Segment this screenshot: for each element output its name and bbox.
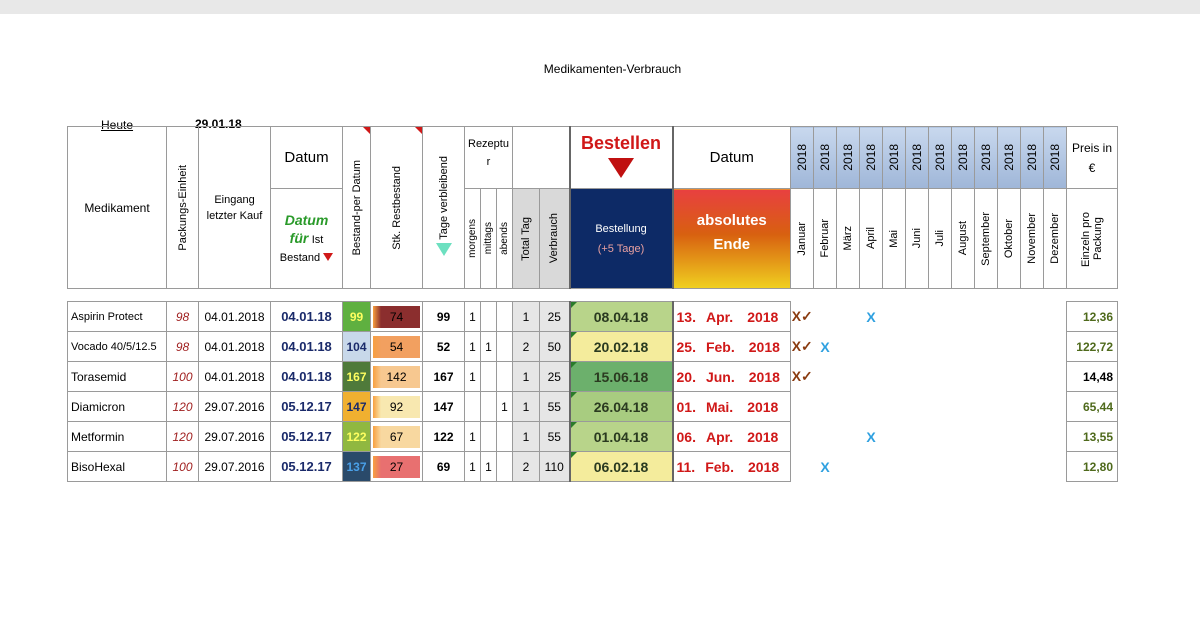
restbestand-bar bbox=[373, 366, 420, 388]
medikament-cell[interactable]: Aspirin Protect bbox=[68, 302, 167, 332]
check-mark: X bbox=[820, 338, 830, 355]
morgens-cell[interactable] bbox=[465, 392, 481, 422]
ende-part: 2018 bbox=[747, 458, 780, 475]
page-title: Medikamenten-Verbrauch bbox=[543, 62, 682, 76]
header-verbrauch: Verbrauch bbox=[540, 189, 570, 289]
bestand-per-datum-cell[interactable]: 137 bbox=[343, 452, 371, 482]
month-mark-cell[interactable] bbox=[860, 452, 883, 482]
preis-cell[interactable]: 12,80 bbox=[1067, 452, 1118, 482]
verbrauch-cell[interactable]: 55 bbox=[540, 392, 570, 422]
bestellung-cell[interactable]: 01.04.18 bbox=[570, 422, 673, 452]
preis-cell[interactable]: 122,72 bbox=[1067, 332, 1118, 362]
year-juli: 2018 bbox=[929, 127, 952, 189]
packungs-einheit-cell[interactable]: 98 bbox=[167, 332, 199, 362]
header-datum-fuer: Datum für Ist Bestand bbox=[271, 189, 343, 289]
month-mark-cell[interactable] bbox=[952, 452, 975, 482]
verbrauch-cell[interactable]: 25 bbox=[540, 302, 570, 332]
month-mark-cell[interactable] bbox=[791, 422, 814, 452]
month-mark-cell[interactable] bbox=[860, 392, 883, 422]
ende-part: 2018 bbox=[748, 338, 780, 355]
packungs-einheit-cell[interactable]: 100 bbox=[167, 362, 199, 392]
bestand-per-datum-cell[interactable]: 147 bbox=[343, 392, 371, 422]
ende-part: 06. bbox=[676, 428, 696, 445]
month-mark-cell[interactable] bbox=[1021, 362, 1044, 392]
datum-cell[interactable]: 04.01.18 bbox=[271, 302, 343, 332]
header-rezeptur: Rezeptu r bbox=[465, 127, 513, 189]
month-mark-cell[interactable] bbox=[837, 452, 860, 482]
morgens-cell[interactable]: 1 bbox=[465, 422, 481, 452]
triangle-down-icon bbox=[436, 243, 452, 256]
header-blank bbox=[513, 127, 570, 189]
month-mark-cell[interactable] bbox=[860, 362, 883, 392]
header-bestellen bbox=[570, 127, 673, 189]
ende-part: 20. bbox=[676, 368, 696, 385]
month-februar: Februar bbox=[814, 189, 837, 289]
table-row bbox=[68, 302, 1118, 332]
month-mark-cell[interactable] bbox=[837, 362, 860, 392]
restbestand-cell[interactable] bbox=[371, 452, 423, 482]
month-mark-cell[interactable] bbox=[1044, 392, 1067, 422]
ende-part: 2018 bbox=[747, 428, 779, 445]
month-mark-cell[interactable] bbox=[975, 302, 998, 332]
triangle-down-icon bbox=[323, 253, 333, 261]
eingang-cell[interactable]: 04.01.2018 bbox=[199, 302, 271, 332]
check-mark: X✓ bbox=[791, 368, 813, 384]
morgens-cell[interactable]: 1 bbox=[465, 452, 481, 482]
year-januar: 2018 bbox=[791, 127, 814, 189]
absolutes-ende-cell[interactable] bbox=[673, 332, 791, 362]
medikament-cell[interactable]: Metformin bbox=[68, 422, 167, 452]
month-mark-cell[interactable] bbox=[1044, 302, 1067, 332]
eingang-cell[interactable]: 29.07.2016 bbox=[199, 422, 271, 452]
year-oktober: 2018 bbox=[998, 127, 1021, 189]
month-mark-cell[interactable] bbox=[883, 332, 906, 362]
tage-verbleibend-cell[interactable]: 147 bbox=[423, 392, 465, 422]
total-tag-cell[interactable]: 2 bbox=[513, 452, 540, 482]
restbestand-cell[interactable] bbox=[371, 422, 423, 452]
month-mark-cell[interactable] bbox=[906, 452, 929, 482]
ende-part: Apr. bbox=[705, 308, 734, 325]
mittags-cell[interactable] bbox=[481, 302, 497, 332]
packungs-einheit-cell[interactable]: 98 bbox=[167, 302, 199, 332]
month-september: September bbox=[975, 189, 998, 289]
eingang-cell[interactable]: 29.07.2016 bbox=[199, 452, 271, 482]
month-juni: Juni bbox=[906, 189, 929, 289]
total-tag-cell[interactable]: 2 bbox=[513, 332, 540, 362]
bestellung-cell[interactable]: 26.04.18 bbox=[570, 392, 673, 422]
restbestand-bar bbox=[373, 336, 420, 358]
ende-part: Mai. bbox=[705, 398, 734, 415]
abends-cell[interactable] bbox=[497, 452, 513, 482]
ende-part: 2018 bbox=[748, 368, 780, 385]
month-juli: Juli bbox=[929, 189, 952, 289]
eingang-cell[interactable]: 04.01.2018 bbox=[199, 362, 271, 392]
abends-cell[interactable] bbox=[497, 302, 513, 332]
restbestand-cell[interactable] bbox=[371, 392, 423, 422]
ende-part: Feb. bbox=[705, 338, 735, 355]
header-packungs-einheit: Packungs-Einheit bbox=[167, 127, 199, 289]
ende-part: 11. bbox=[676, 458, 696, 475]
tage-verbleibend-cell[interactable]: 99 bbox=[423, 302, 465, 332]
month-mark-cell[interactable] bbox=[998, 422, 1021, 452]
month-mark-cell[interactable] bbox=[814, 422, 837, 452]
month-oktober: Oktober bbox=[998, 189, 1021, 289]
heute-value[interactable]: 29.01.18 bbox=[195, 117, 242, 131]
month-mark-cell[interactable] bbox=[1021, 332, 1044, 362]
bestand-per-datum-cell[interactable]: 167 bbox=[343, 362, 371, 392]
month-mark-cell[interactable] bbox=[791, 332, 814, 362]
year-april: 2018 bbox=[860, 127, 883, 189]
month-mark-cell[interactable] bbox=[883, 362, 906, 392]
packungs-einheit-cell[interactable]: 100 bbox=[167, 452, 199, 482]
month-mark-cell[interactable] bbox=[883, 422, 906, 452]
restbestand-cell[interactable] bbox=[371, 362, 423, 392]
month-mark-cell[interactable] bbox=[1021, 302, 1044, 332]
tage-verbleibend-cell[interactable]: 167 bbox=[423, 362, 465, 392]
month-mark-cell[interactable] bbox=[1021, 392, 1044, 422]
table-row bbox=[68, 362, 1118, 392]
header-gap-row bbox=[68, 289, 1118, 302]
triangle-down-icon bbox=[608, 158, 634, 178]
tage-verbleibend-cell[interactable]: 69 bbox=[423, 452, 465, 482]
month-mark-cell[interactable] bbox=[1044, 332, 1067, 362]
month-mark-cell[interactable] bbox=[952, 392, 975, 422]
header-bestand-per-datum: Bestand-per Datum bbox=[343, 127, 371, 289]
header-einzeln: Einzeln pro Packung bbox=[1067, 189, 1118, 289]
header-absolutes-ende: absolutes Ende bbox=[673, 189, 791, 289]
month-mark-cell[interactable] bbox=[929, 302, 952, 332]
check-mark: X✓ bbox=[791, 338, 813, 354]
total-tag-cell[interactable]: 1 bbox=[513, 422, 540, 452]
absolutes-ende-cell[interactable] bbox=[673, 302, 791, 332]
total-tag-cell[interactable]: 1 bbox=[513, 392, 540, 422]
month-mark-cell[interactable] bbox=[1021, 452, 1044, 482]
eingang-cell[interactable]: 29.07.2016 bbox=[199, 392, 271, 422]
year-dezember: 2018 bbox=[1044, 127, 1067, 189]
year-mai: 2018 bbox=[883, 127, 906, 189]
month-mark-cell[interactable] bbox=[998, 302, 1021, 332]
month-mark-cell[interactable] bbox=[791, 452, 814, 482]
medikament-cell[interactable]: Torasemid bbox=[68, 362, 167, 392]
month-mark-cell[interactable] bbox=[1021, 422, 1044, 452]
month-mark-cell[interactable] bbox=[814, 452, 837, 482]
restbestand-cell[interactable] bbox=[371, 332, 423, 362]
header-stk-restbestand: Stk. Restbestand bbox=[371, 127, 423, 289]
month-mark-cell[interactable] bbox=[952, 332, 975, 362]
month-mark-cell[interactable] bbox=[929, 392, 952, 422]
abends-cell[interactable] bbox=[497, 362, 513, 392]
restbestand-bar bbox=[373, 306, 420, 328]
mittags-cell[interactable]: 1 bbox=[481, 332, 497, 362]
month-mark-cell[interactable] bbox=[814, 362, 837, 392]
header-eingang: Eingang letzter Kauf bbox=[199, 127, 271, 289]
year-februar: 2018 bbox=[814, 127, 837, 189]
month-mark-cell[interactable] bbox=[1044, 452, 1067, 482]
ende-part: Jun. bbox=[705, 368, 735, 385]
medikament-cell[interactable]: Diamicron bbox=[68, 392, 167, 422]
preis-cell[interactable]: 13,55 bbox=[1067, 422, 1118, 452]
month-mark-cell[interactable] bbox=[883, 392, 906, 422]
medication-table bbox=[67, 126, 1118, 482]
month-mark-cell[interactable] bbox=[1044, 362, 1067, 392]
header-mittags: mittags bbox=[481, 189, 497, 289]
total-tag-cell[interactable]: 1 bbox=[513, 302, 540, 332]
month-dezember: Dezember bbox=[1044, 189, 1067, 289]
datum-cell[interactable]: 05.12.17 bbox=[271, 392, 343, 422]
bestellung-cell[interactable]: 15.06.18 bbox=[570, 362, 673, 392]
packungs-einheit-cell[interactable]: 120 bbox=[167, 422, 199, 452]
medikament-cell[interactable]: BisoHexal bbox=[68, 452, 167, 482]
month-mark-cell[interactable] bbox=[814, 302, 837, 332]
bestand-per-datum-cell[interactable]: 122 bbox=[343, 422, 371, 452]
month-mark-cell[interactable] bbox=[837, 332, 860, 362]
header-preis: Preis in € bbox=[1067, 127, 1118, 189]
restbestand-value: 67 bbox=[389, 429, 404, 444]
month-august: August bbox=[952, 189, 975, 289]
bestand-per-datum-cell[interactable]: 99 bbox=[343, 302, 371, 332]
year-november: 2018 bbox=[1021, 127, 1044, 189]
preis-cell[interactable]: 12,36 bbox=[1067, 302, 1118, 332]
month-mark-cell[interactable] bbox=[952, 362, 975, 392]
datum-cell[interactable]: 05.12.17 bbox=[271, 452, 343, 482]
bestellung-cell[interactable]: 06.02.18 bbox=[570, 452, 673, 482]
month-mark-cell[interactable] bbox=[906, 332, 929, 362]
restbestand-value: 74 bbox=[389, 309, 404, 324]
ende-part: 13. bbox=[676, 308, 696, 325]
restbestand-cell[interactable] bbox=[371, 302, 423, 332]
ende-part: 25. bbox=[676, 338, 696, 355]
tage-verbleibend-cell[interactable]: 122 bbox=[423, 422, 465, 452]
header-morgens: morgens bbox=[465, 189, 481, 289]
datum-cell[interactable]: 04.01.18 bbox=[271, 362, 343, 392]
month-mark-cell[interactable] bbox=[998, 362, 1021, 392]
month-mark-cell[interactable] bbox=[837, 422, 860, 452]
morgens-cell[interactable]: 1 bbox=[465, 332, 481, 362]
header-medikament: Medikament bbox=[68, 127, 167, 289]
month-mark-cell[interactable] bbox=[837, 302, 860, 332]
header-datum-right: Datum bbox=[673, 127, 791, 189]
ende-part: Feb. bbox=[705, 458, 734, 475]
abends-cell[interactable] bbox=[497, 422, 513, 452]
month-mark-cell[interactable] bbox=[929, 452, 952, 482]
header-abends: abends bbox=[497, 189, 513, 289]
month-mark-cell[interactable] bbox=[929, 422, 952, 452]
preis-cell[interactable]: 65,44 bbox=[1067, 392, 1118, 422]
restbestand-value: 27 bbox=[389, 459, 404, 474]
abends-cell[interactable] bbox=[497, 332, 513, 362]
bestellung-cell[interactable]: 08.04.18 bbox=[570, 302, 673, 332]
month-mark-cell[interactable] bbox=[975, 362, 998, 392]
month-mark-cell[interactable] bbox=[860, 422, 883, 452]
table-row bbox=[68, 392, 1118, 422]
medikament-cell[interactable]: Vocado 40/5/12.5 bbox=[68, 332, 167, 362]
check-mark: X✓ bbox=[791, 308, 813, 324]
mittags-cell[interactable] bbox=[481, 392, 497, 422]
restbestand-bar bbox=[373, 396, 420, 418]
month-mai: Mai bbox=[883, 189, 906, 289]
header-total-tag: Total Tag bbox=[513, 189, 540, 289]
check-mark: X bbox=[866, 428, 876, 445]
verbrauch-cell[interactable]: 55 bbox=[540, 422, 570, 452]
month-mark-cell[interactable] bbox=[814, 392, 837, 422]
month-november: November bbox=[1021, 189, 1044, 289]
mittags-cell[interactable] bbox=[481, 362, 497, 392]
month-mark-cell[interactable] bbox=[975, 392, 998, 422]
year-juni: 2018 bbox=[906, 127, 929, 189]
month-mark-cell[interactable] bbox=[998, 332, 1021, 362]
check-mark: X bbox=[820, 458, 830, 475]
month-mark-cell[interactable] bbox=[883, 302, 906, 332]
month-mark-cell[interactable] bbox=[952, 302, 975, 332]
verbrauch-cell[interactable]: 110 bbox=[540, 452, 570, 482]
eingang-cell[interactable]: 04.01.2018 bbox=[199, 332, 271, 362]
restbestand-value: 54 bbox=[389, 339, 404, 354]
month-mark-cell[interactable] bbox=[929, 332, 952, 362]
month-mark-cell[interactable] bbox=[906, 422, 929, 452]
heute-label: Heute bbox=[101, 118, 134, 132]
month-mark-cell[interactable] bbox=[975, 452, 998, 482]
year-august: 2018 bbox=[952, 127, 975, 189]
restbestand-value: 92 bbox=[389, 399, 404, 414]
ende-part: 2018 bbox=[747, 398, 779, 415]
year-maerz: 2018 bbox=[837, 127, 860, 189]
table-row bbox=[68, 452, 1118, 482]
month-mark-cell[interactable] bbox=[975, 332, 998, 362]
preis-cell[interactable]: 14,48 bbox=[1067, 362, 1118, 392]
ende-part: 01. bbox=[676, 398, 696, 415]
verbrauch-cell[interactable]: 50 bbox=[540, 332, 570, 362]
restbestand-bar bbox=[373, 456, 420, 478]
month-mark-cell[interactable] bbox=[906, 362, 929, 392]
mittags-cell[interactable]: 1 bbox=[481, 452, 497, 482]
verbrauch-cell[interactable]: 25 bbox=[540, 362, 570, 392]
month-mark-cell[interactable] bbox=[837, 392, 860, 422]
month-mark-cell[interactable] bbox=[952, 422, 975, 452]
month-januar: Januar bbox=[791, 189, 814, 289]
month-mark-cell[interactable] bbox=[860, 332, 883, 362]
datum-cell[interactable]: 05.12.17 bbox=[271, 422, 343, 452]
total-tag-cell[interactable]: 1 bbox=[513, 362, 540, 392]
bestellen-label: Bestellen bbox=[580, 133, 662, 153]
packungs-einheit-cell[interactable]: 120 bbox=[167, 392, 199, 422]
month-mark-cell[interactable] bbox=[791, 362, 814, 392]
mittags-cell[interactable] bbox=[481, 422, 497, 452]
absolutes-ende-cell[interactable] bbox=[673, 392, 791, 422]
datum-cell[interactable]: 04.01.18 bbox=[271, 332, 343, 362]
month-mark-cell[interactable] bbox=[975, 422, 998, 452]
month-mark-cell[interactable] bbox=[998, 392, 1021, 422]
month-mark-cell[interactable] bbox=[906, 392, 929, 422]
morgens-cell[interactable]: 1 bbox=[465, 362, 481, 392]
bestand-per-datum-cell[interactable]: 104 bbox=[343, 332, 371, 362]
month-mark-cell[interactable] bbox=[906, 302, 929, 332]
absolutes-ende-cell[interactable] bbox=[673, 422, 791, 452]
month-maerz: März bbox=[837, 189, 860, 289]
year-september: 2018 bbox=[975, 127, 998, 189]
restbestand-bar bbox=[373, 426, 420, 448]
header-bestellung: Bestellung (+5 Tage) bbox=[570, 189, 673, 289]
month-mark-cell[interactable] bbox=[929, 362, 952, 392]
month-mark-cell[interactable] bbox=[791, 392, 814, 422]
month-mark-cell[interactable] bbox=[883, 452, 906, 482]
table-row bbox=[68, 422, 1118, 452]
bestellung-cell[interactable]: 20.02.18 bbox=[570, 332, 673, 362]
ende-part: Apr. bbox=[705, 428, 734, 445]
month-mark-cell[interactable] bbox=[814, 332, 837, 362]
abends-cell[interactable]: 1 bbox=[497, 392, 513, 422]
month-mark-cell[interactable] bbox=[860, 302, 883, 332]
absolutes-ende-cell[interactable] bbox=[673, 362, 791, 392]
month-mark-cell[interactable] bbox=[1044, 422, 1067, 452]
check-mark: X bbox=[866, 308, 876, 325]
restbestand-value: 142 bbox=[386, 369, 407, 384]
ende-part: 2018 bbox=[747, 308, 779, 325]
header-tage-verbleibend: Tage verbleibend bbox=[423, 127, 465, 289]
morgens-cell[interactable]: 1 bbox=[465, 302, 481, 332]
tage-verbleibend-cell[interactable]: 52 bbox=[423, 332, 465, 362]
absolutes-ende-cell[interactable] bbox=[673, 452, 791, 482]
header-datum-top: Datum bbox=[271, 127, 343, 189]
month-april: April bbox=[860, 189, 883, 289]
month-mark-cell[interactable] bbox=[791, 302, 814, 332]
table-row bbox=[68, 332, 1118, 362]
month-mark-cell[interactable] bbox=[998, 452, 1021, 482]
